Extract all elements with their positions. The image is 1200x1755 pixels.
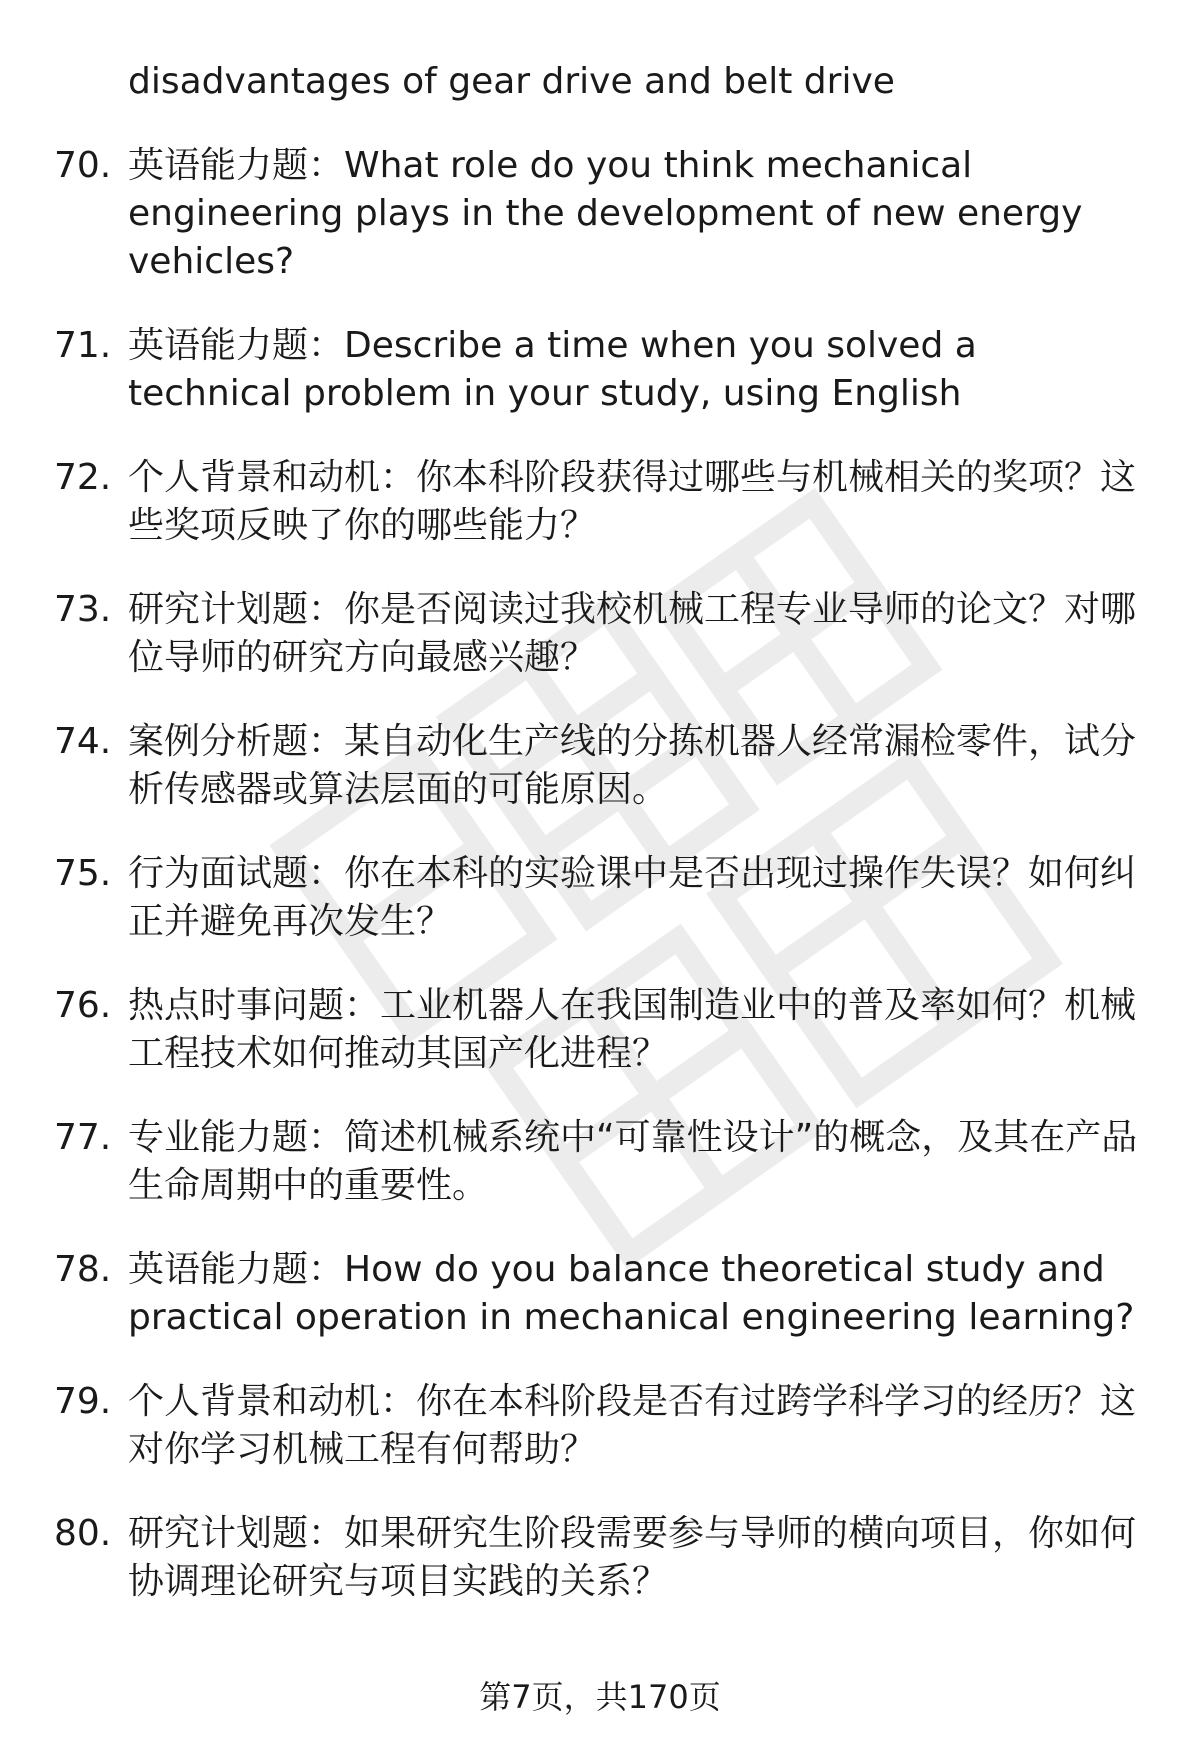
question-text: 专业能力题：简述机械系统中“可靠性设计”的概念，及其在产品生命周期中的重要性。 bbox=[128, 1117, 1138, 1206]
list-item bbox=[0, 850, 1200, 946]
list-item bbox=[0, 454, 1200, 550]
question-number: 73. bbox=[54, 589, 112, 630]
question-number: 80. bbox=[54, 1513, 112, 1554]
question-text: 研究计划题：你是否阅读过我校机械工程专业导师的论文？对哪位导师的研究方向最感兴趣？ bbox=[128, 589, 1137, 678]
list-item bbox=[0, 982, 1200, 1078]
list-item bbox=[0, 718, 1200, 814]
question-number: 71. bbox=[54, 325, 112, 366]
question-list bbox=[0, 142, 1200, 1642]
question-text: 英语能力题：What role do you think mechanical engineering plays in the development of new energy vehicles? bbox=[128, 145, 1083, 282]
question-number: 70. bbox=[54, 145, 112, 186]
continued-question-text: disadvantages of gear drive and belt drive bbox=[128, 61, 895, 102]
list-item bbox=[0, 1378, 1200, 1474]
question-number: 74. bbox=[54, 721, 112, 762]
question-text: 英语能力题：How do you balance theoretical study and practical operation in mechanical engineering learning? bbox=[128, 1249, 1135, 1338]
question-text: 热点时事问题：工业机器人在我国制造业中的普及率如何？机械工程技术如何推动其国产化进程？ bbox=[128, 985, 1137, 1074]
question-text: 英语能力题：Describe a time when you solved a technical problem in your study, using English bbox=[128, 325, 977, 414]
question-number: 72. bbox=[54, 457, 112, 498]
list-item bbox=[0, 586, 1200, 682]
page-footer: 第7页，共170页 bbox=[479, 1678, 721, 1716]
list-item bbox=[0, 1114, 1200, 1210]
question-number: 78. bbox=[54, 1249, 112, 1290]
question-number: 76. bbox=[54, 985, 112, 1026]
question-number: 79. bbox=[54, 1381, 112, 1422]
question-number: 77. bbox=[54, 1117, 112, 1158]
question-text: 行为面试题：你在本科的实验课中是否出现过操作失误？如何纠正并避免再次发生？ bbox=[128, 853, 1137, 942]
question-text: 个人背景和动机：你在本科阶段是否有过跨学科学习的经历？这对你学习机械工程有何帮助？ bbox=[128, 1381, 1137, 1470]
question-text: 案例分析题：某自动化生产线的分拣机器人经常漏检零件，试分析传感器或算法层面的可能原因。 bbox=[128, 721, 1137, 810]
question-text: 个人背景和动机：你本科阶段获得过哪些与机械相关的奖项？这些奖项反映了你的哪些能力？ bbox=[128, 457, 1137, 546]
question-number: 75. bbox=[54, 853, 112, 894]
question-text: 研究计划题：如果研究生阶段需要参与导师的横向项目，你如何协调理论研究与项目实践的关系？ bbox=[128, 1513, 1137, 1602]
list-item bbox=[0, 1246, 1200, 1342]
list-item bbox=[0, 142, 1200, 286]
list-item bbox=[0, 322, 1200, 418]
list-item bbox=[0, 1510, 1200, 1606]
